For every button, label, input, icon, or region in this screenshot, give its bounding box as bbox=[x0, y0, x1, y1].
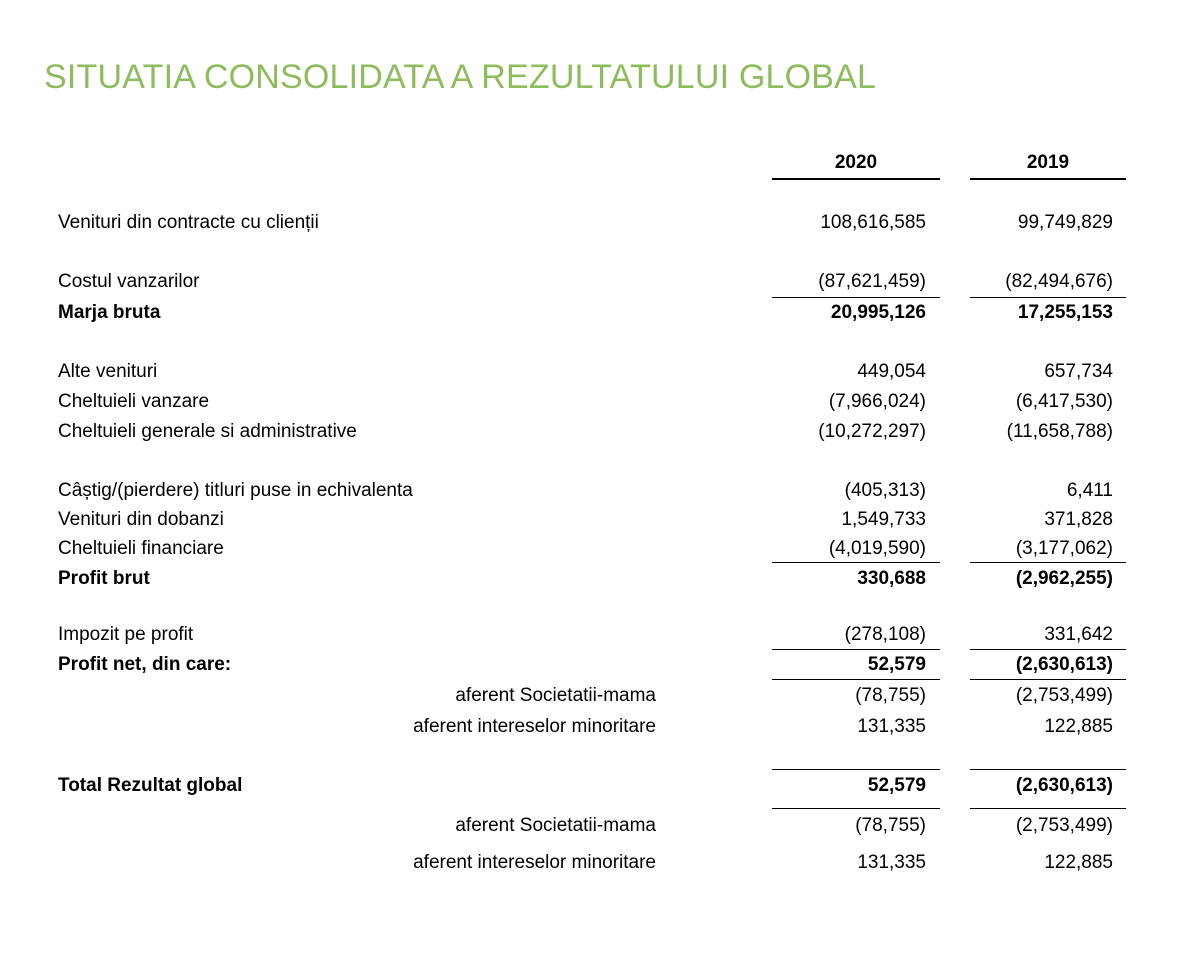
table-row bbox=[0, 682, 1180, 710]
value-2020: (87,621,459) bbox=[818, 271, 926, 292]
value-2019: (2,753,499) bbox=[1015, 685, 1113, 706]
value-2019: (2,962,255) bbox=[1015, 568, 1113, 589]
total-rule bbox=[772, 769, 940, 770]
value-2019: 6,411 bbox=[1066, 480, 1113, 501]
row-label: aferent Societatii-mama bbox=[455, 815, 656, 836]
table-row bbox=[0, 418, 1180, 446]
table-row bbox=[0, 358, 1180, 386]
row-label: Câștig/(pierdere) titluri puse in echivalenta bbox=[58, 480, 413, 501]
value-2020: (4,019,590) bbox=[828, 538, 926, 559]
row-label: Alte venituri bbox=[58, 361, 158, 382]
value-2019: 657,734 bbox=[1044, 361, 1113, 382]
value-2020: 108,616,585 bbox=[820, 212, 926, 233]
row-label: Cheltuieli generale si administrative bbox=[58, 421, 357, 442]
row-label: aferent Societatii-mama bbox=[455, 685, 656, 706]
table-row bbox=[0, 535, 1180, 563]
value-2019: 17,255,153 bbox=[1017, 302, 1113, 323]
value-2020: (78,755) bbox=[855, 815, 926, 836]
value-2020: (278,108) bbox=[844, 624, 926, 645]
value-2020: (78,755) bbox=[855, 685, 926, 706]
table-row bbox=[0, 812, 1180, 840]
value-2020: (405,313) bbox=[844, 480, 926, 501]
subtotal-rule bbox=[772, 679, 940, 680]
subtotal-rule bbox=[772, 562, 940, 563]
subtotal-rule bbox=[970, 679, 1126, 680]
value-2019: (2,630,613) bbox=[1015, 654, 1113, 675]
table-row bbox=[0, 299, 1180, 327]
value-2019: 331,642 bbox=[1044, 624, 1113, 645]
row-label: Profit brut bbox=[58, 568, 150, 589]
table-row bbox=[0, 772, 1180, 800]
subtotal-rule bbox=[772, 649, 940, 650]
total-rule bbox=[772, 808, 940, 809]
value-2020: 52,579 bbox=[867, 775, 926, 796]
value-2019: (11,658,788) bbox=[1006, 421, 1113, 442]
value-2020: (10,272,297) bbox=[818, 421, 926, 442]
value-2020: 131,335 bbox=[857, 716, 926, 737]
table-row bbox=[0, 621, 1180, 649]
subtotal-rule bbox=[970, 297, 1126, 298]
page-title: SITUATIA CONSOLIDATA A REZULTATULUI GLOBAL bbox=[44, 58, 877, 96]
row-label: Cheltuieli financiare bbox=[58, 538, 224, 559]
value-2019: (2,753,499) bbox=[1015, 815, 1113, 836]
value-2020: 449,054 bbox=[857, 361, 926, 382]
row-label: aferent intereselor minoritare bbox=[413, 716, 656, 737]
row-label: Cheltuieli vanzare bbox=[58, 391, 210, 412]
value-2020: 20,995,126 bbox=[830, 302, 926, 323]
table-row bbox=[0, 849, 1180, 877]
value-2020: (7,966,024) bbox=[828, 391, 926, 412]
column-header-2020: 2020 bbox=[772, 150, 940, 180]
table-row bbox=[0, 209, 1180, 237]
table-row bbox=[0, 713, 1180, 741]
value-2020: 131,335 bbox=[857, 852, 926, 873]
value-2019: 122,885 bbox=[1044, 852, 1113, 873]
row-label: Venituri din dobanzi bbox=[58, 509, 224, 530]
row-label: Total Rezultat global bbox=[58, 775, 243, 796]
value-2019: 122,885 bbox=[1044, 716, 1113, 737]
value-2019: 371,828 bbox=[1044, 509, 1113, 530]
column-header-2019: 2019 bbox=[970, 150, 1126, 180]
row-label: Venituri din contracte cu clienții bbox=[58, 212, 319, 233]
subtotal-rule bbox=[772, 297, 940, 298]
row-label: Marja bruta bbox=[58, 302, 161, 323]
table-row bbox=[0, 388, 1180, 416]
total-rule bbox=[970, 808, 1126, 809]
table-row bbox=[0, 651, 1180, 679]
table-row bbox=[0, 477, 1180, 505]
value-2019: (82,494,676) bbox=[1005, 271, 1113, 292]
value-2019: (3,177,062) bbox=[1015, 538, 1113, 559]
table-row bbox=[0, 268, 1180, 296]
total-rule bbox=[970, 769, 1126, 770]
row-label: Costul vanzarilor bbox=[58, 271, 200, 292]
table-row bbox=[0, 565, 1180, 593]
value-2019: (2,630,613) bbox=[1015, 775, 1113, 796]
row-label: Impozit pe profit bbox=[58, 624, 194, 645]
value-2019: 99,749,829 bbox=[1017, 212, 1113, 233]
row-label: aferent intereselor minoritare bbox=[413, 852, 656, 873]
value-2020: 1,549,733 bbox=[841, 509, 926, 530]
value-2020: 330,688 bbox=[857, 568, 926, 589]
subtotal-rule bbox=[970, 562, 1126, 563]
table-row bbox=[0, 506, 1180, 534]
row-label: Profit net, din care: bbox=[58, 654, 232, 675]
subtotal-rule bbox=[970, 649, 1126, 650]
value-2020: 52,579 bbox=[867, 654, 926, 675]
value-2019: (6,417,530) bbox=[1015, 391, 1113, 412]
